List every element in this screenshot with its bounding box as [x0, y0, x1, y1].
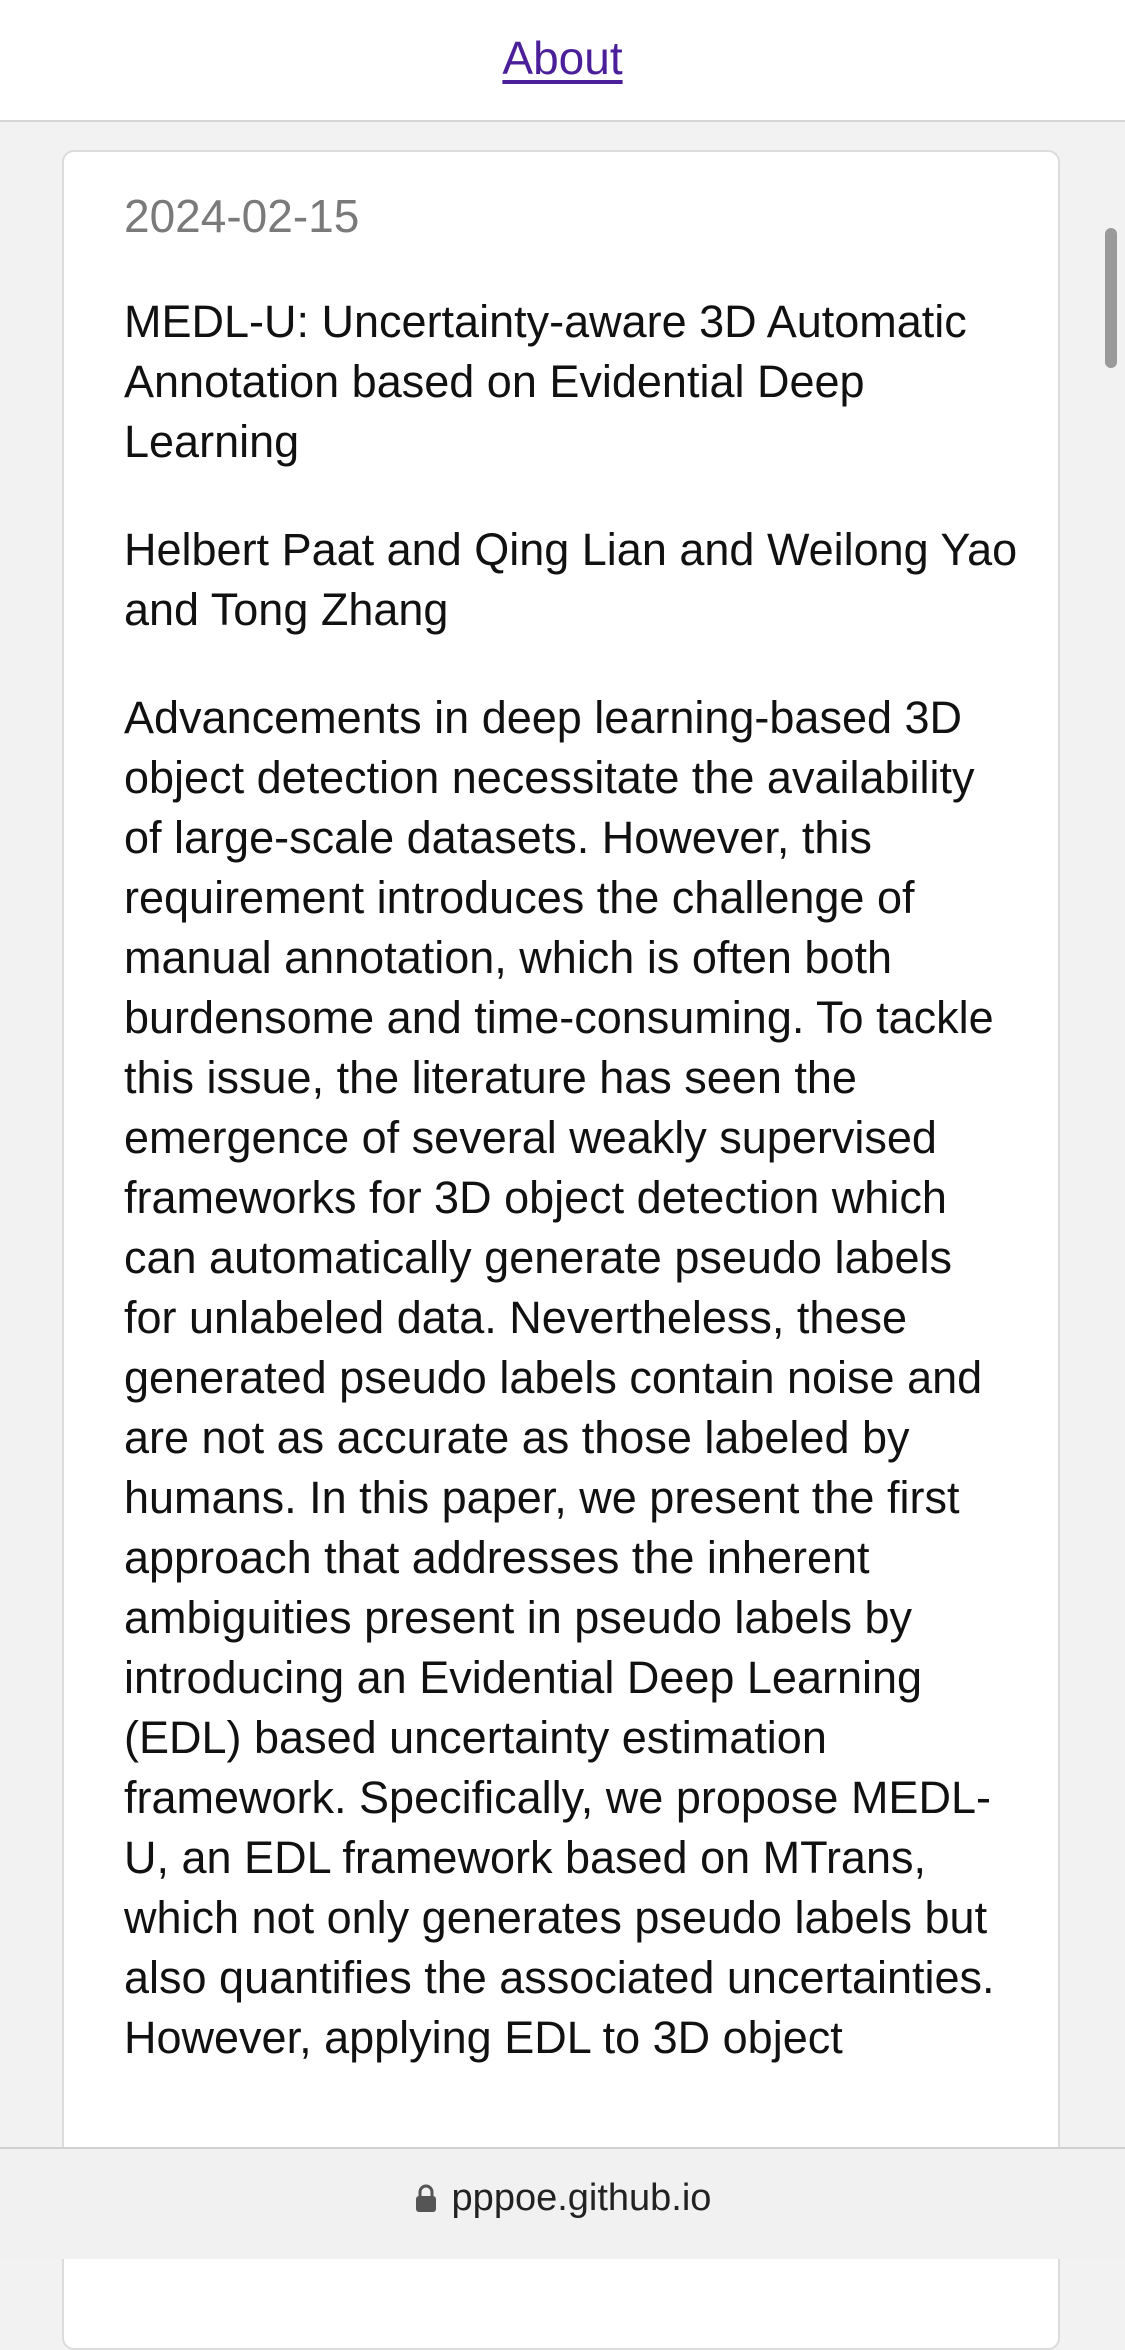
scrollbar-thumb[interactable] — [1105, 228, 1117, 368]
paper-card — [62, 150, 1060, 2350]
paper-date: 2024-02-15 — [124, 190, 360, 242]
about-link[interactable]: About — [502, 32, 623, 84]
paper-title: MEDL-U: Uncertainty-aware 3D Automatic Annotation based on Evidential Deep Learning — [124, 296, 967, 467]
url-display[interactable] — [414, 2177, 712, 2220]
lock-icon — [414, 2183, 438, 2213]
browser-url-bar[interactable] — [0, 2147, 1125, 2259]
paper-abstract: Advancements in deep learning-based 3D object detection necessitate the availability of large-scale datasets. However, this requirement introduces the challenge of manual annotation, which is often both burdensome and time-consuming. To tackle this issue, the literature has seen the emergence of several weakly supervised frameworks for 3D object detection which can automatically generate pseudo labels for unlabeled data. Nevertheless, these generated pseudo labels contain noise and are not as accurate as those labeled by humans. In this paper, we present the first approach that addresses the inherent ambiguities present in pseudo labels by introducing an Evidential Deep Learning (EDL) based uncertainty estimation framework. Specifically, we propose MEDL-U, an EDL framework based on MTrans, which not only generates pseudo labels but also quantifies the associated uncertainties. However, applying EDL to 3D object — [124, 692, 995, 2063]
url-text: pppoe.github.io — [451, 2176, 712, 2219]
top-nav — [0, 0, 1125, 122]
paper-authors: Helbert Paat and Qing Lian and Weilong Yao and Tong Zhang — [124, 524, 1018, 635]
